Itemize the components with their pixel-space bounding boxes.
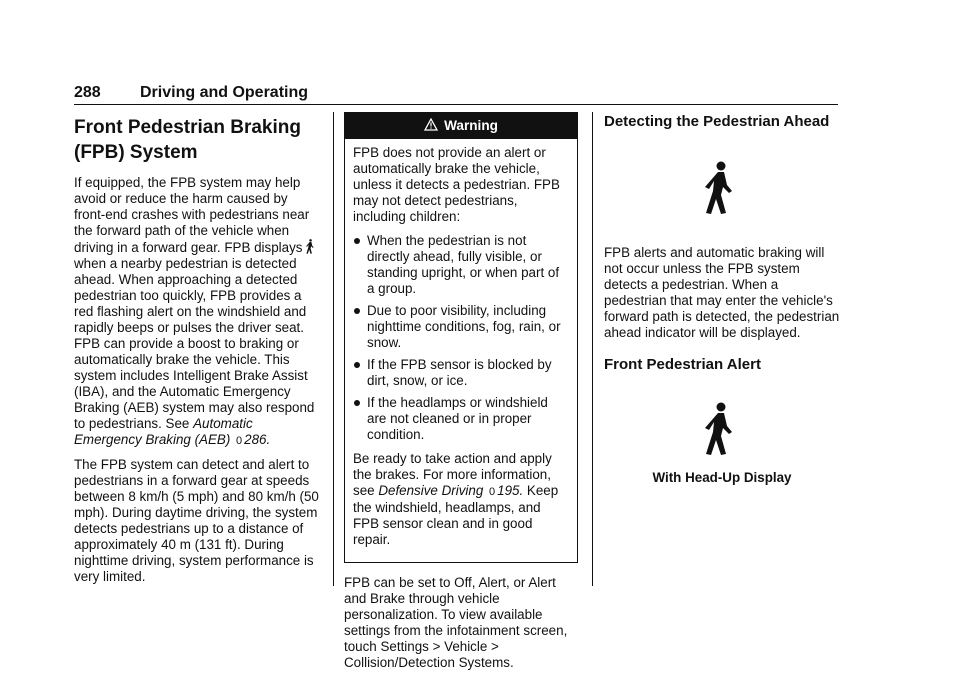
list-item: If the FPB sensor is blocked by dirt, snow, or ice. [353, 357, 569, 389]
warning-triangle-icon [424, 118, 438, 131]
warning-list [353, 233, 569, 443]
warning-box [344, 112, 578, 563]
page-number: 288 [74, 84, 101, 101]
paragraph: FPB can be set to Off, Alert, or Alert and Brake through vehicle personalization. To view available settings from the infotainment screen, touch Settings > Vehicle > Collision/Detection Systems. [344, 575, 568, 670]
paragraph-text: Be ready to take action and apply the brakes. For more information, see [353, 451, 552, 498]
warning-closing [353, 451, 569, 548]
cross-reference-link[interactable]: Defensive Driving [378, 483, 484, 498]
pedestrian-icon [704, 402, 734, 456]
paragraph [74, 175, 322, 449]
chapter-title: Driving and Operating [140, 84, 309, 101]
paragraph: The FPB system can detect and alert to pedestrians in a forward gear at speeds between 8 km/h (5 mph) and 80 km/h (50 mph). During daytime driving, the system detects pedestrians up to a distance of approximately 40 m (131 ft). During nighttime driving, system performance is very limited. [74, 457, 319, 584]
cross-reference-link[interactable]: Automatic Emergency Braking (AEB) [74, 416, 253, 447]
page-ref-arrow-icon: 0 [236, 435, 243, 447]
paragraph: FPB alerts and automatic braking will not occur unless the FPB system detects a pedestrian. When a pedestrian that may enter the vehicle's forward path is detected, the pedestrian ahead indicator will be displayed. [604, 245, 840, 340]
column-divider [333, 112, 334, 586]
column-divider [592, 112, 593, 586]
warning-intro: FPB does not provide an alert or automatically brake the vehicle, unless it detects a pedestrian. FPB may not detect pedestrians, including children: [353, 145, 560, 224]
column-1 [74, 115, 322, 593]
figure-caption: With Head-Up Display [652, 470, 792, 485]
page-ref-arrow-icon: 0 [489, 486, 496, 498]
column-2 [344, 112, 578, 679]
page-header [74, 80, 838, 105]
list-item: If the headlamps or windshield are not cleaned or in proper condition. [353, 395, 569, 443]
list-item: Due to poor visibility, including nighttime conditions, fog, rain, or snow. [353, 303, 569, 351]
warning-title: Warning [444, 118, 498, 133]
section-title: Front Pedestrian Braking (FPB) System [74, 117, 301, 163]
paragraph-text: Keep the windshield, headlamps, and FPB sensor clean and in good repair. [353, 483, 559, 547]
subsection-title: Front Pedestrian Alert [604, 356, 761, 373]
indicator-illustration [604, 131, 840, 245]
pedestrian-icon [704, 161, 734, 215]
indicator-illustration [604, 374, 840, 466]
warning-body [345, 139, 577, 562]
paragraph-text: when a nearby pedestrian is detected ahead. When approaching a detected pedestrian too quickly, FPB provides a red flashing alert on the windshield and rapidly beeps or pulses the driver seat. FPB can provide a boost to braking or automatically brake the vehicle. This system includes Intelligent Brake Assist (IBA), and the Automatic Emergency Braking (AEB) system may also respond to pedestrians. See [74, 256, 315, 431]
subsection-title: Detecting the Pedestrian Ahead [604, 113, 830, 130]
page-ref-number[interactable]: 286. [244, 432, 271, 447]
column-3 [604, 112, 840, 486]
page-ref-number[interactable]: 195. [497, 483, 524, 498]
pedestrian-icon [304, 239, 316, 254]
paragraph-text: If equipped, the FPB system may help avoid or reduce the harm caused by front-end crashes with pedestrians near the forward path of the vehicle when driving in a forward gear. FPB displays [74, 175, 310, 255]
list-item: When the pedestrian is not directly ahead, fully visible, or standing upright, or when part of a group. [353, 233, 569, 297]
warning-header [345, 113, 577, 139]
